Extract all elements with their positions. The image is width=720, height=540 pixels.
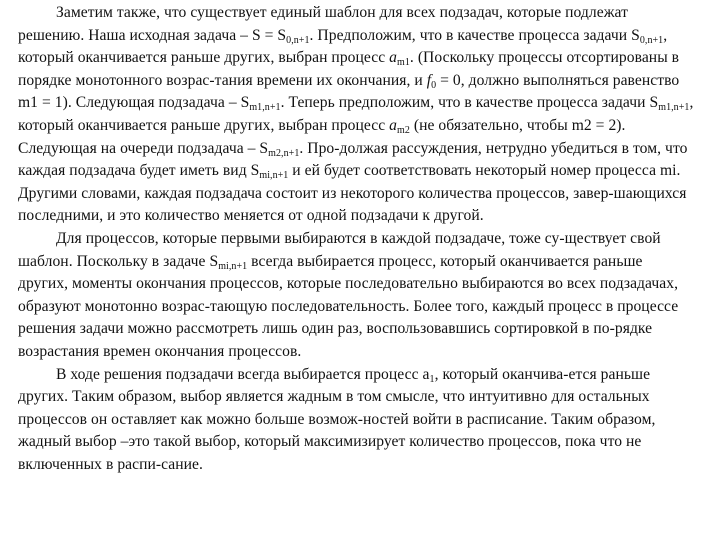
subscript-text: m1,n+1 — [249, 102, 281, 114]
text-run: всегда выбирается процесс, который оканчивается раньше других, моменты окончания процессов, которые последовательно выбираются во всех подзадачах, образуют монотонно возрас-тающую последовательность. Более того, каждый процесс в процессе решения задачи можно рассмотреть лишь один раз, воспользовавшись сортировкой в по-рядке возрастания времен окончания процессов. — [18, 252, 679, 360]
text-run: Заметим также, что существует единый шаблон для всех подзадач, которые подлежат решению. Наша исходная задача – S = S — [18, 4, 628, 44]
subscript-text: mi,n+1 — [218, 260, 248, 272]
text-run: (не обязательно, чтобы m2 = 2). Следующая на очереди подзадача – S — [18, 116, 626, 157]
subscript-text: m1 — [397, 57, 410, 69]
subscript-text: 0,n+1 — [286, 34, 310, 46]
subscript-text: mi,n+1 — [259, 170, 289, 182]
text-run: , который оканчивается раньше других, выбран процесс — [18, 26, 668, 67]
subscript-text: m1,n+1 — [658, 102, 690, 114]
text-run: . Теперь предположим, что в качестве процесса задачи S — [280, 94, 659, 112]
text-run: , который оканчивается раньше других, выбран процесс — [18, 94, 694, 134]
text-run: = 0, должно выполняться равенство m1 = 1). Следующая подзадача – S — [18, 71, 680, 112]
text-run: . Предположим, что в качестве процесса задачи S — [309, 26, 640, 44]
italic-symbol: f — [426, 71, 432, 89]
text-run: , который оканчива-ется раньше других. Таким образом, выбор является жадным в том смысле, что интуитивно для остальных процессов он оставляет как можно больше возмож-ностей войти в расписание. Таким образом, жадный выбор –это такой выбор, который максимизирует количество процессов, пока что не включенных в распи-сание. — [18, 365, 656, 473]
subscript-text: m2,n+1 — [268, 147, 300, 159]
subscript-text: 0,n+1 — [639, 34, 664, 46]
italic-symbol: a — [389, 49, 398, 67]
italic-symbol: a — [389, 116, 398, 134]
text-run: Для процессов, которые первыми выбираются в каждой подзадаче, тоже су-ществует свой шаблон. Поскольку в задаче S — [18, 229, 661, 270]
text-run: и ей будет соответствовать некоторый номер процесса mi. Другими словами, каждая подзадача состоит из некоторого количества процессов, завер-шающихся последними, и это количество меняется от одной подзадачи к другой. — [18, 162, 687, 225]
text-run: . (Поскольку процессы отсортированы в порядке монотонного возрас-тания времени их окончания, и — [18, 49, 680, 89]
text-run: В ходе решения подзадачи всегда выбирается процесс a — [56, 365, 430, 383]
text-run: . Про-должая рассуждения, нетрудно убедиться в том, что каждая подзадача будет иметь вид S — [18, 139, 688, 180]
subscript-text: 0 — [431, 79, 437, 91]
paragraph-greedy-choice — [18, 364, 694, 477]
subscript-text: m2 — [397, 124, 410, 136]
paragraph-process-template — [18, 228, 694, 364]
subscript-text: 1 — [429, 373, 435, 385]
paragraph-subproblem-template — [18, 2, 694, 228]
